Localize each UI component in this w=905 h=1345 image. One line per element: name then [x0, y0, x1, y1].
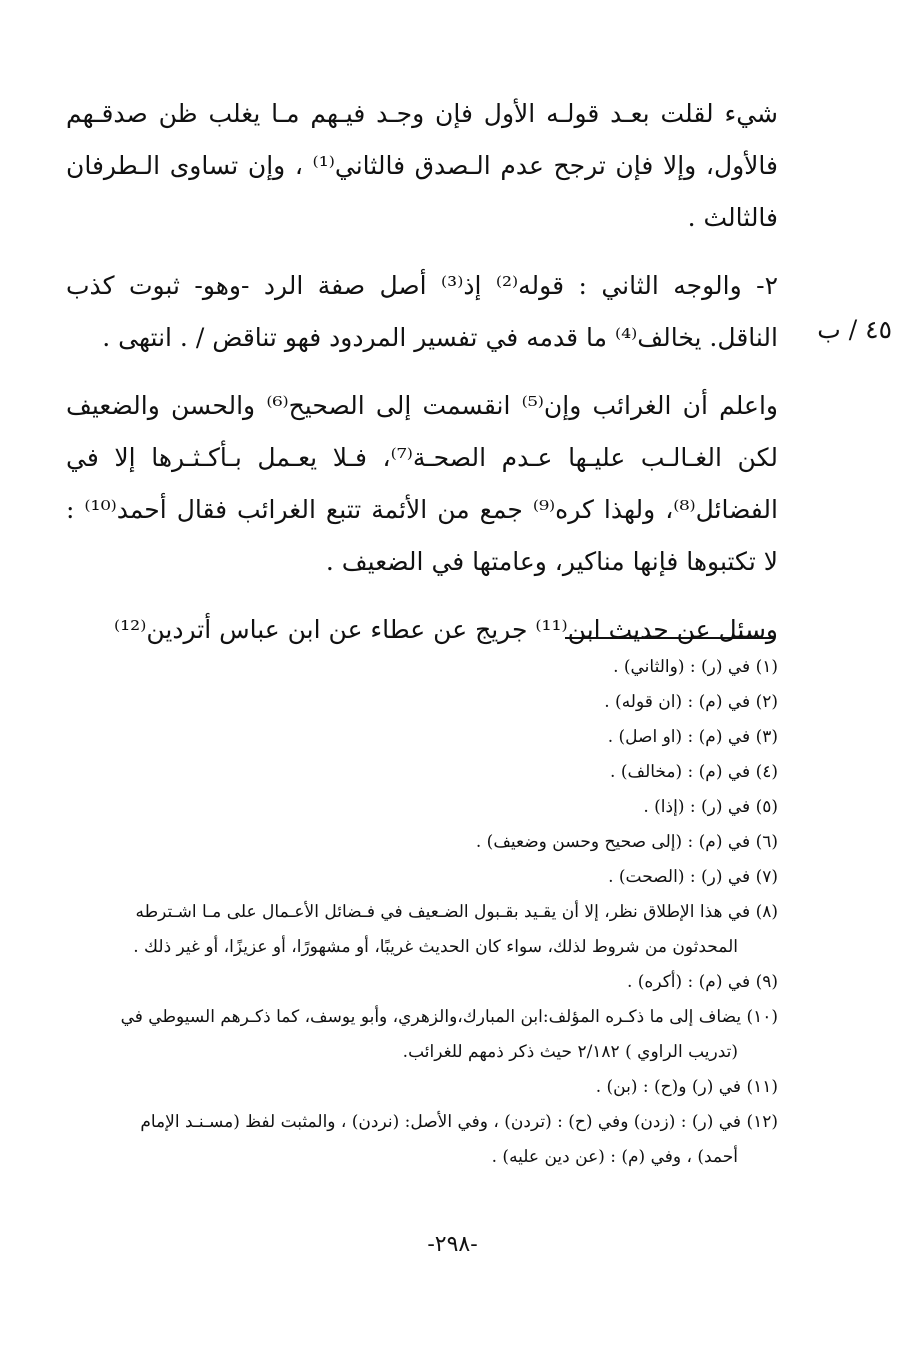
footnote-text: في (م) : (او اصل) .	[607, 727, 751, 747]
footnote-text: في (ر) : (الصحت) .	[608, 867, 751, 887]
footnote-text: في (ر) : (زدن) وفي (ح) : (تردن) ، وفي الأصل: (نردن) ، والمثبت لفظ (مسـنـد الإمام	[140, 1112, 742, 1132]
footnote	[66, 1000, 778, 1070]
text-line: لا تكتبوها فإنها مناكير، وعامتها في الضعيف .	[325, 547, 778, 576]
footnote	[66, 685, 778, 720]
paragraph-2	[66, 260, 778, 364]
footnote-text: في (ر) و(ح) : (بن) .	[595, 1077, 742, 1097]
footnote	[66, 825, 778, 860]
footnote-number: (١١)	[746, 1077, 778, 1097]
text-line: الفضائل⁽⁸⁾، ولهذا كره⁽⁹⁾ جمع من الأئمة تتبع الغرائب فقال أحمد⁽¹⁰⁾ :	[66, 495, 778, 524]
footnote-number: (٣)	[755, 727, 778, 747]
paragraph-3	[66, 380, 778, 588]
footnote	[66, 895, 778, 965]
text-line: لكن الغـالـب عليـها عـدم الصحـة⁽⁷⁾، فـلا يعـمل بـأكـثـرها إلا في	[66, 443, 778, 472]
text-line: فالأول، وإلا فإن ترجح عدم الـصدق فالثاني⁽¹⁾ ، وإن تساوى الـطرفان	[66, 151, 778, 180]
footnote-number: (٧)	[755, 867, 778, 887]
footnote-continuation: (تدريب الراوي ) ٢/١٨٢ حيث ذكر ذمهم للغرائب.	[402, 1042, 738, 1062]
paragraph-1	[66, 88, 778, 244]
paragraph-4	[66, 604, 778, 656]
footnote-text: في (ر) : (إذا) .	[643, 797, 751, 817]
footnote	[66, 650, 778, 685]
footnote	[66, 755, 778, 790]
text-line: الناقل. يخالف⁽⁴⁾ ما قدمه في تفسير المردود فهو تناقض / . انتهى .	[102, 323, 778, 352]
footnote-number: (٨)	[755, 902, 778, 922]
footnote	[66, 1105, 778, 1175]
footnote-text: في هذا الإطلاق نظر، إلا أن يقـيد بقـبول الضـعيف في فـضائل الأعـمال على مـا اشـترطه	[135, 902, 751, 922]
text-line: فالثالث .	[687, 203, 778, 232]
folio-margin-note: ٤٥ / ب	[817, 315, 892, 344]
footnote-continuation: المحدثون من شروط لذلك، سواء كان الحديث غريبًا، أو مشهورًا، أو عزيزًا، أو غير ذلك .	[133, 937, 738, 957]
footnote-text: في (م) : (مخالف) .	[610, 762, 751, 782]
text-line: واعلم أن الغرائب وإن⁽⁵⁾ انقسمت إلى الصحيح⁽⁶⁾ والحسن والضعيف	[66, 391, 778, 420]
footnote	[66, 790, 778, 825]
main-text	[66, 88, 778, 672]
footnote-text: في (ر) : (والثاني) .	[613, 657, 751, 677]
footnote-text: في (م) : (أكره) .	[626, 972, 751, 992]
footnote-number: (٥)	[755, 797, 778, 817]
footnote-number: (١٢)	[746, 1112, 778, 1132]
footnote-continuation: أحمد) ، وفي (م) : (عن دين عليه) .	[491, 1147, 738, 1167]
footnote-number: (٦)	[755, 832, 778, 852]
footnotes	[66, 650, 778, 1175]
page-number: -٢٩٨-	[427, 1232, 478, 1257]
footnote-number: (٤)	[755, 762, 778, 782]
footnote-number: (٩)	[755, 972, 778, 992]
footnote-text: في (م) : (ان قوله) .	[604, 692, 751, 712]
footnote	[66, 720, 778, 755]
footnote	[66, 965, 778, 1000]
text-line: ٢- والوجه الثاني : قوله⁽²⁾ إذ⁽³⁾ أصل صفة الرد -وهو- ثبوت كذب	[66, 271, 778, 300]
footnote-separator	[565, 637, 775, 639]
footnote-number: (١)	[755, 657, 778, 677]
footnote	[66, 860, 778, 895]
footnote-text: في (م) : (إلى صحيح وحسن وضعيف) .	[475, 832, 751, 852]
footnote-number: (٢)	[755, 692, 778, 712]
text-line: شيء لقلت بعـد قولـه الأول فإن وجـد فيـهم مـا يغلب ظن صدقـهم	[66, 99, 778, 128]
footnote-number: (١٠)	[746, 1007, 778, 1027]
footnote-text: يضاف إلى ما ذكـره المؤلف:ابن المبارك،والزهري، وأبو يوسف، كما ذكـرهم السيوطي في	[120, 1007, 742, 1027]
text-line: وسئل عن حديث ابن⁽¹¹⁾ جريج عن عطاء عن ابن عباس أتردين⁽¹²⁾	[114, 615, 778, 644]
footnote	[66, 1070, 778, 1105]
